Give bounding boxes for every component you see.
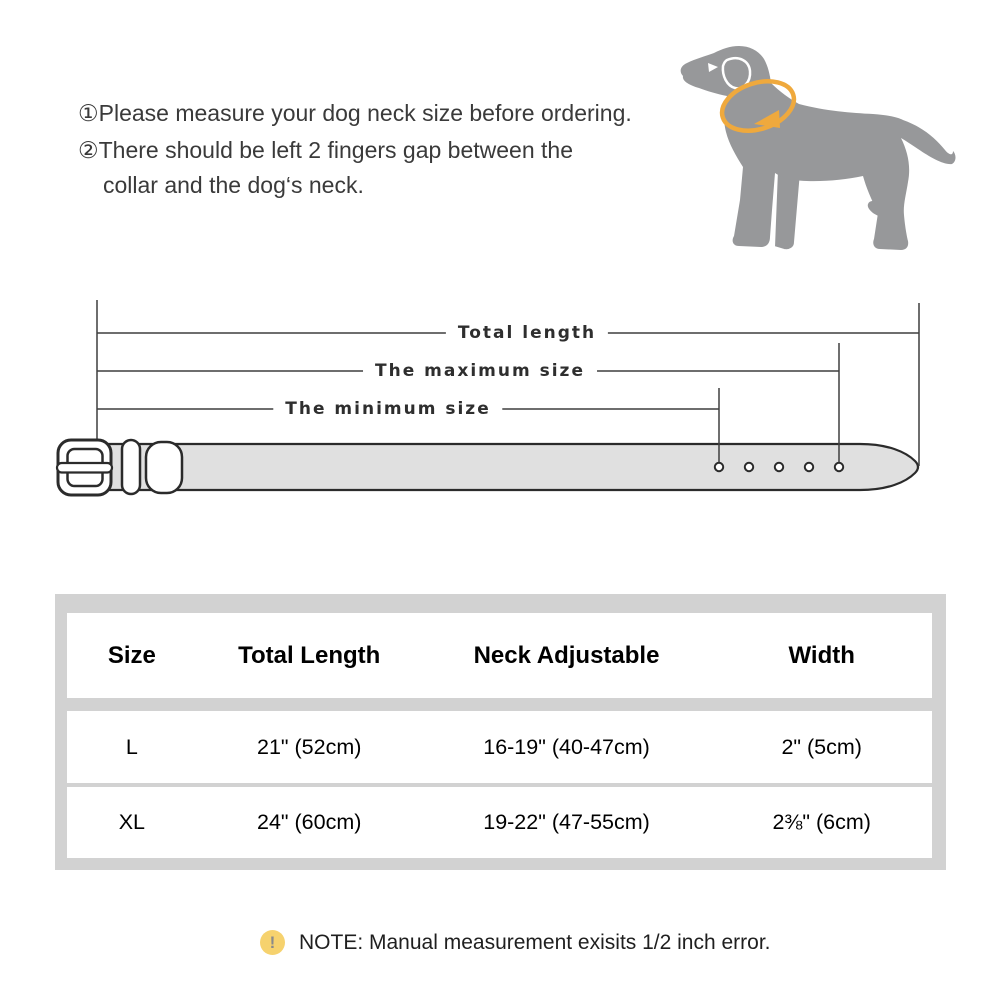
strap-hole	[715, 463, 723, 471]
buckle-prong	[57, 463, 112, 473]
note-text: NOTE: Manual measurement exisits 1/2 inch error.	[299, 930, 771, 954]
header-size: Size	[107, 641, 156, 669]
cell-size: L	[125, 734, 138, 759]
header-total-length: Total Length	[238, 641, 381, 669]
cell-width: 2" (5cm)	[781, 734, 862, 759]
header-neck-adjustable: Neck Adjustable	[473, 641, 660, 669]
size-table-row-xl	[67, 787, 932, 858]
instruction-step-1: ①Please measure your dog neck size before ordering.	[78, 100, 632, 126]
strap-keeper	[122, 440, 140, 494]
cell-total-length: 21" (52cm)	[256, 734, 362, 759]
total-length-label: Total length	[446, 323, 608, 343]
cell-size: XL	[118, 810, 146, 834]
strap-hole	[805, 463, 813, 471]
header-width: Width	[788, 641, 855, 669]
collar-strap	[103, 444, 918, 490]
maximum-size-label: The maximum size	[363, 361, 597, 381]
instruction-step-2-line-1: ②There should be left 2 fingers gap between the	[78, 137, 573, 163]
instruction-step-2-line-2: collar and the dog‘s neck.	[103, 172, 364, 198]
warning-exclamation-icon: !	[260, 930, 285, 955]
size-table-row-l	[67, 711, 932, 783]
cell-neck-adjustable: 16-19" (40-47cm)	[483, 734, 650, 759]
strap-hole	[745, 463, 753, 471]
cell-neck-adjustable: 19-22" (47-55cm)	[483, 810, 650, 834]
cell-total-length: 24" (60cm)	[256, 810, 362, 834]
size-chart-table	[55, 594, 946, 870]
size-table-header-row	[67, 613, 932, 698]
cell-width: 2⅜" (6cm)	[772, 810, 871, 834]
measurement-note	[260, 930, 771, 955]
strap-loop	[146, 442, 182, 493]
minimum-size-label: The minimum size	[273, 399, 502, 419]
strap-hole	[775, 463, 783, 471]
strap-hole	[835, 463, 843, 471]
